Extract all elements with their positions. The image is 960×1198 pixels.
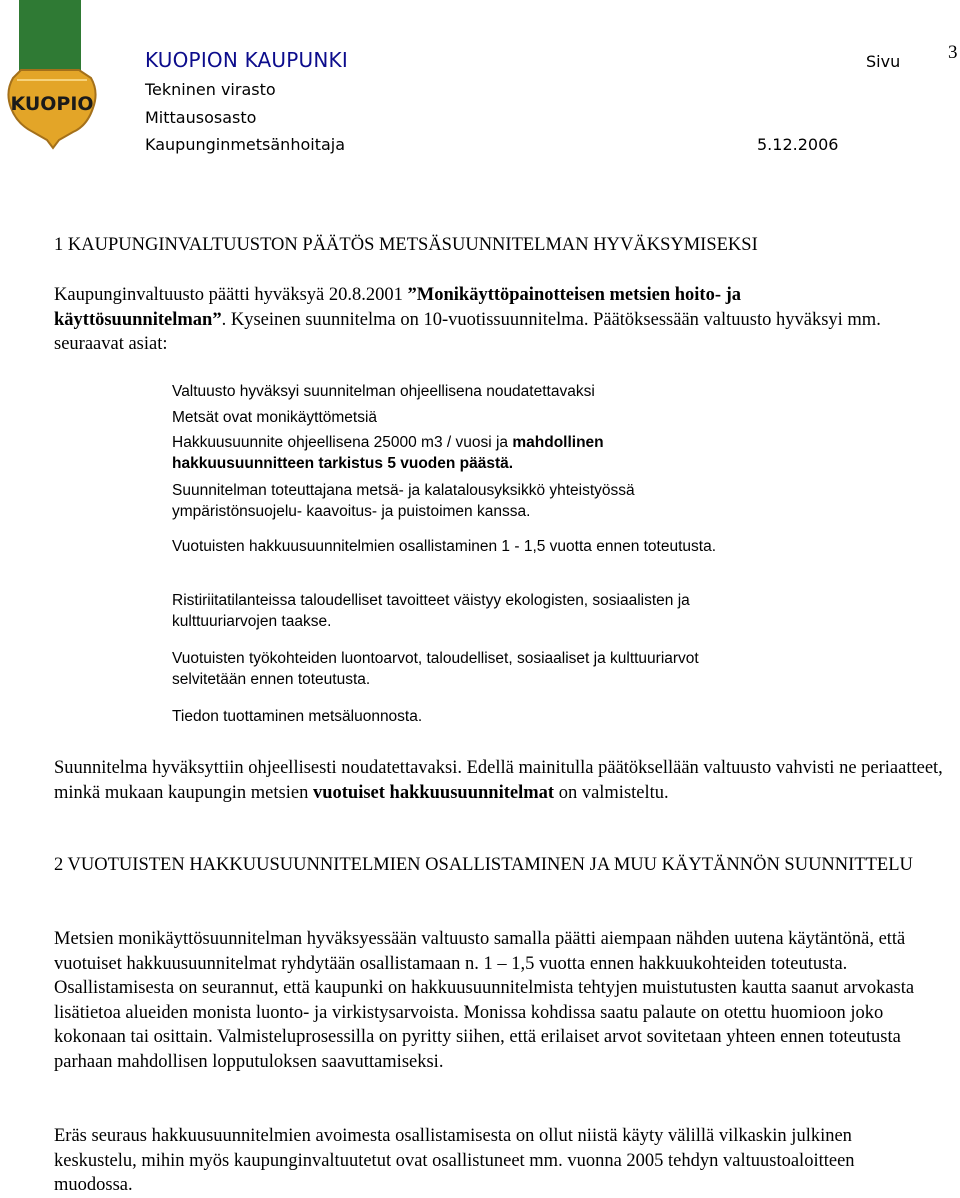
section-2-paragraph: Eräs seuraus hakkuusuunnitelmien avoimesta osallistamisesta on ollut niistä käyty välillä vilkaskin julkinen keskustelu, mihin myös kaupunginvaltuutetut ovat osallistuneet mm. vuonna 2005 tehdyn valtuustoaloitteen muodossa. [54,1126,855,1195]
logo-text: KUOPIO [10,93,94,115]
decision-item: Tiedon tuottaminen metsäluonnosta. [172,708,423,725]
unit-name: Mittausosasto [145,108,257,127]
section-2-paragraph: Metsien monikäyttösuunnitelman hyväksyessään valtuusto samalla päätti aiempaan nähden uutena käytäntönä, että vuotuiset hakkuusuunnitelmat ryhdytään osallistamaan n. 1 – 1,5 vuotta ennen hakkuukohteiden toteutusta. Osallistamisesta on seurannut, että kaupunki on hakkuusuunnitelmista tehtyjen muistutusten kautta saanut arvokasta lisätietoa alueiden monista luonto- ja virkistysarvoista. Monissa kohdissa saatu palaute on otettu huomioon joko kokonaan tai osittain. Valmisteluprosessilla on pyritty siihen, että erilaiset arvot sovitetaan yhteen ennen toteutusta parhaan mahdollisen lopputuloksen saavuttamiseksi. [54,929,915,1072]
decision-item: Metsät ovat monikäyttömetsiä [172,409,378,426]
decision-item: Hakkuusuunnite ohjeellisena 25000 m3 / vuosi ja mahdollinen hakkuusuunnitteen tarkistus 5 vuoden päästä. [172,434,604,472]
document-date: 5.12.2006 [757,135,839,154]
section-2-heading: 2 VUOTUISTEN HAKKUUSUUNNITELMIEN OSALLISTAMINEN JA MUU KÄYTÄNNÖN SUUNNITTELU [54,855,913,875]
page-label: Sivu [866,52,901,71]
section-1-closing: Suunnitelma hyväksyttiin ohjeellisesti noudatettavaksi. Edellä mainitulla päätöksellään valtuusto vahvisti ne periaatteet, minkä mukaan kaupungin metsien vuotuiset hakkuusuunnitelmat on valmisteltu. [54,758,943,803]
decision-item: Vuotuisten työkohteiden luontoarvot, taloudelliset, sosiaaliset ja kulttuuriarvot selvitetään ennen toteutusta. [172,650,699,688]
decision-item: Vuotuisten hakkuusuunnitelmien osallistaminen 1 - 1,5 vuotta ennen toteutusta. [172,538,716,555]
section-1-intro: Kaupunginvaltuusto päätti hyväksyä 20.8.2001 ”Monikäyttöpainotteisen metsien hoito- ja käyttösuunnitelman”. Kyseinen suunnitelma on 10-vuotissuunnitelma. Päätöksessään valtuusto hyväksyi mm. seuraavat asiat: [54,285,881,354]
page-number: 3 [948,42,958,63]
department-name: Tekninen virasto [145,80,276,99]
author-role: Kaupunginmetsänhoitaja [145,135,346,154]
kuopio-logo [3,0,103,150]
decision-item: Suunnitelman toteuttajana metsä- ja kalatalousyksikkö yhteistyössä ympäristönsuojelu- kaavoitus- ja puistoimen kanssa. [172,482,635,520]
decision-item: Ristiriitatilanteissa taloudelliset tavoitteet väistyy ekologisten, sosiaalisten ja kulttuuriarvojen taakse. [172,592,690,630]
organization-name: KUOPION KAUPUNKI [145,48,348,72]
decision-item: Valtuusto hyväksyi suunnitelman ohjeellisena noudatettavaksi [172,383,595,400]
section-1-heading: 1 KAUPUNGINVALTUUSTON PÄÄTÖS METSÄSUUNNITELMAN HYVÄKSYMISEKSI [54,235,758,255]
